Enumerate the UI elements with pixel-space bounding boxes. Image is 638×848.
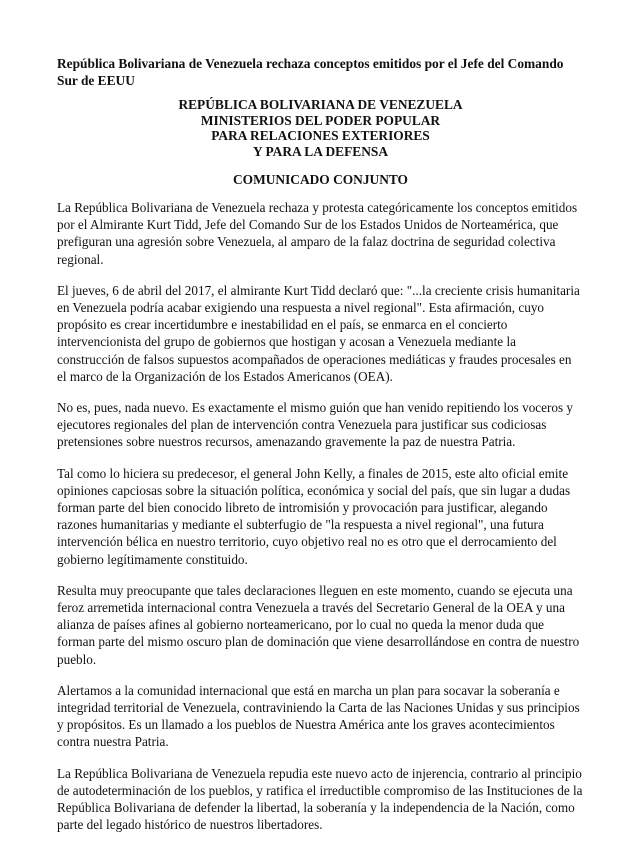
heading-line: MINISTERIOS DEL PODER POPULAR [200, 112, 441, 128]
heading-line: Y PARA LA DEFENSA [252, 143, 389, 159]
body-paragraph: Tal como lo hiciera su predecesor, el general John Kelly, a finales de 2015, este alto oficial emite opiniones capciosas sobre la situación política, económica y social del país, que sin lugar a dudas forman parte del bien conocido libreto de intromisión y provocación para justificar, alegando razones humanitarias y mediante el subterfugio de "la respuesta a nivel regional", una futura intervención bélica en nuestro territorio, cuyo objetivo real no es otro que el derrocamiento del gobierno legítimamente constituido. [57, 465, 571, 567]
document-title: República Bolivariana de Venezuela rechaza conceptos emitidos por el Jefe del Comando Sur de EEUU [57, 56, 564, 88]
body-paragraph: Alertamos a la comunidad internacional que está en marcha un plan para socavar la soberanía e integridad territorial de Venezuela, contraviniendo la Carta de las Naciones Unidas y sus principios y propósitos. Es un llamado a los pueblos de Nuestra América ante los graves acontecimientos contra nuestra Patria. [57, 682, 580, 750]
heading-line: PARA RELACIONES EXTERIORES [211, 128, 430, 143]
institution-heading [57, 97, 584, 159]
body-paragraph: El jueves, 6 de abril del 2017, el almirante Kurt Tidd declaró que: "...la creciente crisis humanitaria en Venezuela podría acabar exigiendo una respuesta a nivel regional". Esta afirmación, cuyo propósito es crear incertidumbre e inestabilidad en el país, se enmarca en el concierto intervencionista del grupo de gobiernos que hostigan y acosan a Venezuela mediante la construcción de falsos supuestos acompañados de operaciones mediáticas y fraudes procesales en el marco de la Organización de los Estados Americanos (OEA). [57, 282, 580, 384]
body-paragraph: La República Bolivariana de Venezuela rechaza y protesta categóricamente los conceptos emitidos por el Almirante Kurt Tidd, Jefe del Comando Sur de los Estados Unidos de Norteamérica, que prefiguran una agresión sobre Venezuela, al amparo de la falaz doctrina de seguridad colectiva regional. [57, 200, 578, 267]
body-paragraph: La República Bolivariana de Venezuela repudia este nuevo acto de injerencia, contrario al principio de autodeterminación de los pueblos, y ratifica el irreductible compromiso de las Instituciones de la República Bolivariana de defender la libertad, la soberanía y la independencia de la Nación, como parte del legado histórico de nuestros libertadores. [57, 765, 583, 833]
communique-label: COMUNICADO CONJUNTO [233, 172, 408, 187]
body-paragraph: No es, pues, nada nuevo. Es exactamente el mismo guión que han venido repitiendo los voceros y ejecutores regionales del plan de intervención contra Venezuela para justificar sus codiciosas pretensiones sobre nuestros recursos, amenazando gravemente la paz de nuestra Patria. [57, 400, 574, 450]
document-page [57, 55, 584, 848]
heading-line: REPÚBLICA BOLIVARIANA DE VENEZUELA [178, 97, 463, 112]
body-paragraph: Resulta muy preocupante que tales declaraciones lleguen en este momento, cuando se ejecuta una feroz arremetida internacional contra Venezuela a través del Secretario General de la OEA y una alianza de países afines al gobierno norteamericano, por lo cual no queda la menor duda que forman parte del mismo oscuro plan de dominación que viene desarrollándose en contra de nuestro pueblo. [57, 582, 580, 667]
